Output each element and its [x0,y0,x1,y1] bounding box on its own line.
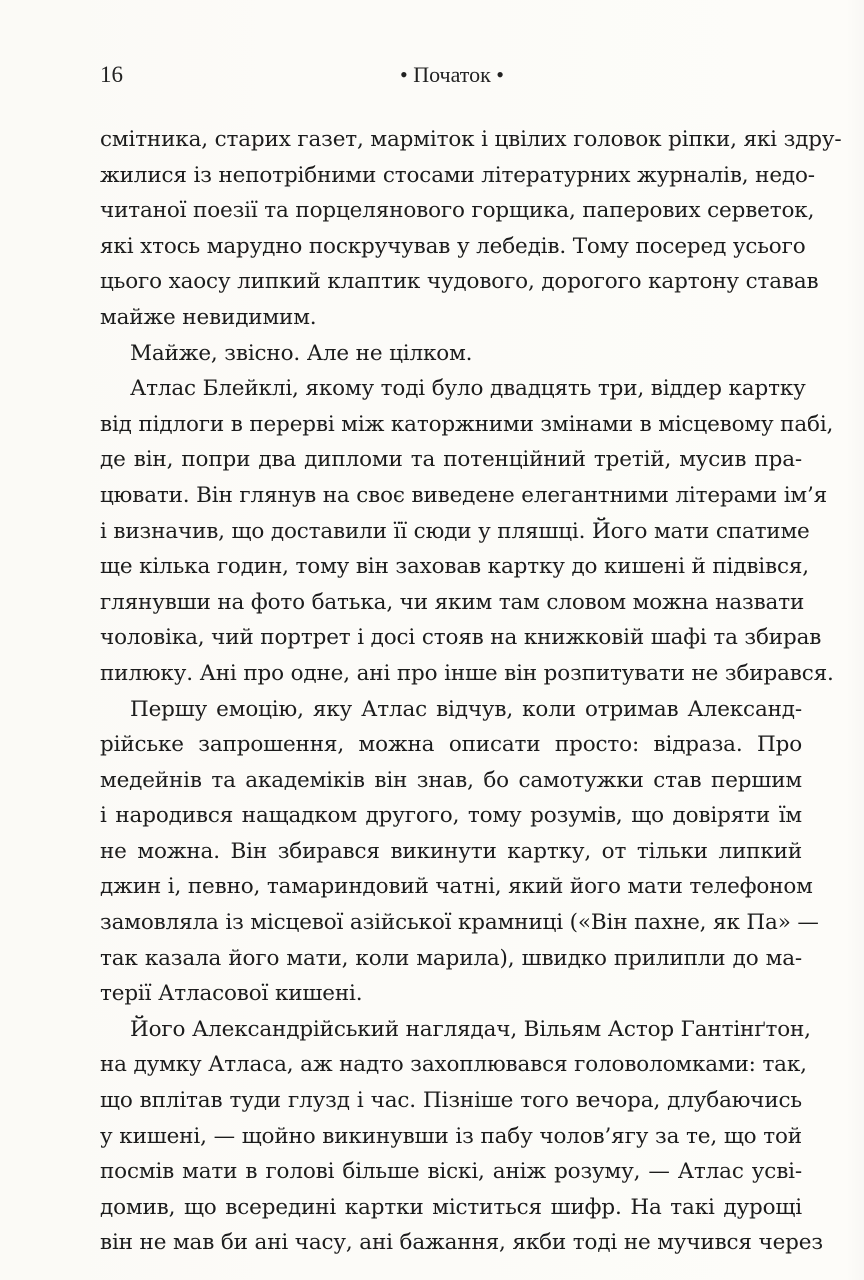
text-line: і народився нащадком другого, тому розумів, що довіряти їм [100,803,802,829]
text-line: він не мав би ані часу, ані бажання, якби тоді не мучився через [100,1230,823,1256]
text-line: читаної поезії та порцелянового горщика, паперових серветок, [100,198,815,224]
text-line: глянувши на фото батька, чи яким там словом можна назвати [100,589,805,615]
text-line: медейнів та академіків він знав, бо самотужки став першим [100,767,802,793]
text-line: жилися із непотрібними стосами літературних журналів, недо- [100,162,815,188]
text-line: рійське запрошення, можна описати просто: відраза. Про [100,732,802,758]
text-line: не можна. Він збирався викинути картку, от тільки липкий [100,838,802,864]
text-line: і визначив, що доставили її сюди у пляшці. Його мати спатиме [100,518,810,544]
text-line: так казала його мати, коли марила), швидко прилипли до ма- [100,945,802,971]
text-line: Першу емоцію, яку Атлас відчув, коли отримав Александ- [130,696,802,722]
text-line: які хтось марудно поскручував у лебедів. Тому посеред усього [100,233,806,259]
text-line: Його Александрійський наглядач, Вільям Астор Гантінґтон, [130,1016,811,1042]
text-line: ще кілька годин, тому він заховав картку до кишені й підвівся, [100,554,809,580]
text-line: пилюку. Ані про одне, ані про інше він розпитувати не збирався. [100,660,834,686]
text-line: джин і, певно, тамариндовий чатні, який його мати телефоном [100,874,813,900]
body-text [100,122,842,1261]
page-header [0,60,864,94]
text-line: замовляла із місцевої азійської крамниці («Він пахне, як Па» — [100,910,819,936]
text-line: Майже, звісно. Але не цілком. [130,340,473,366]
text-line: смітника, старих газет, марміток і цвілих головок ріпки, які здру- [100,127,842,152]
page-number: 16 [100,62,123,87]
text-line: терії Атласової кишені. [100,981,363,1007]
text-line: посмів мати в голові більше віскі, аніж розуму, — Атлас усві- [100,1159,802,1185]
text-line: цювати. Він глянув на своє виведене елегантними літерами ім’я [100,482,828,508]
running-head: • Початок • [400,62,504,87]
text-line: домив, що всередині картки міститься шифр. На такі дурощі [100,1194,802,1220]
text-line: майже невидимим. [100,304,317,330]
text-line: на думку Атласа, аж надто захоплювався головоломками: так, [100,1052,807,1078]
text-line: у кишені, — щойно викинувши із пабу чолов’ягу за те, що той [100,1123,802,1149]
text-line: чоловіка, чий портрет і досі стояв на книжковій шафі та збирав [100,625,822,651]
text-line: цього хаосу липкий клаптик чудового, дорогого картону ставав [100,269,819,295]
text-line: Атлас Блейклі, якому тоді було двадцять три, віддер картку [130,376,806,402]
text-line: що вплітав туди глузд і час. Пізніше того вечора, длубаючись [100,1088,802,1114]
text-line: де він, попри два дипломи та потенційний третій, мусив пра- [100,447,802,473]
text-line: від підлоги в перерві між каторжними змінами в місцевому пабі, [100,411,834,437]
